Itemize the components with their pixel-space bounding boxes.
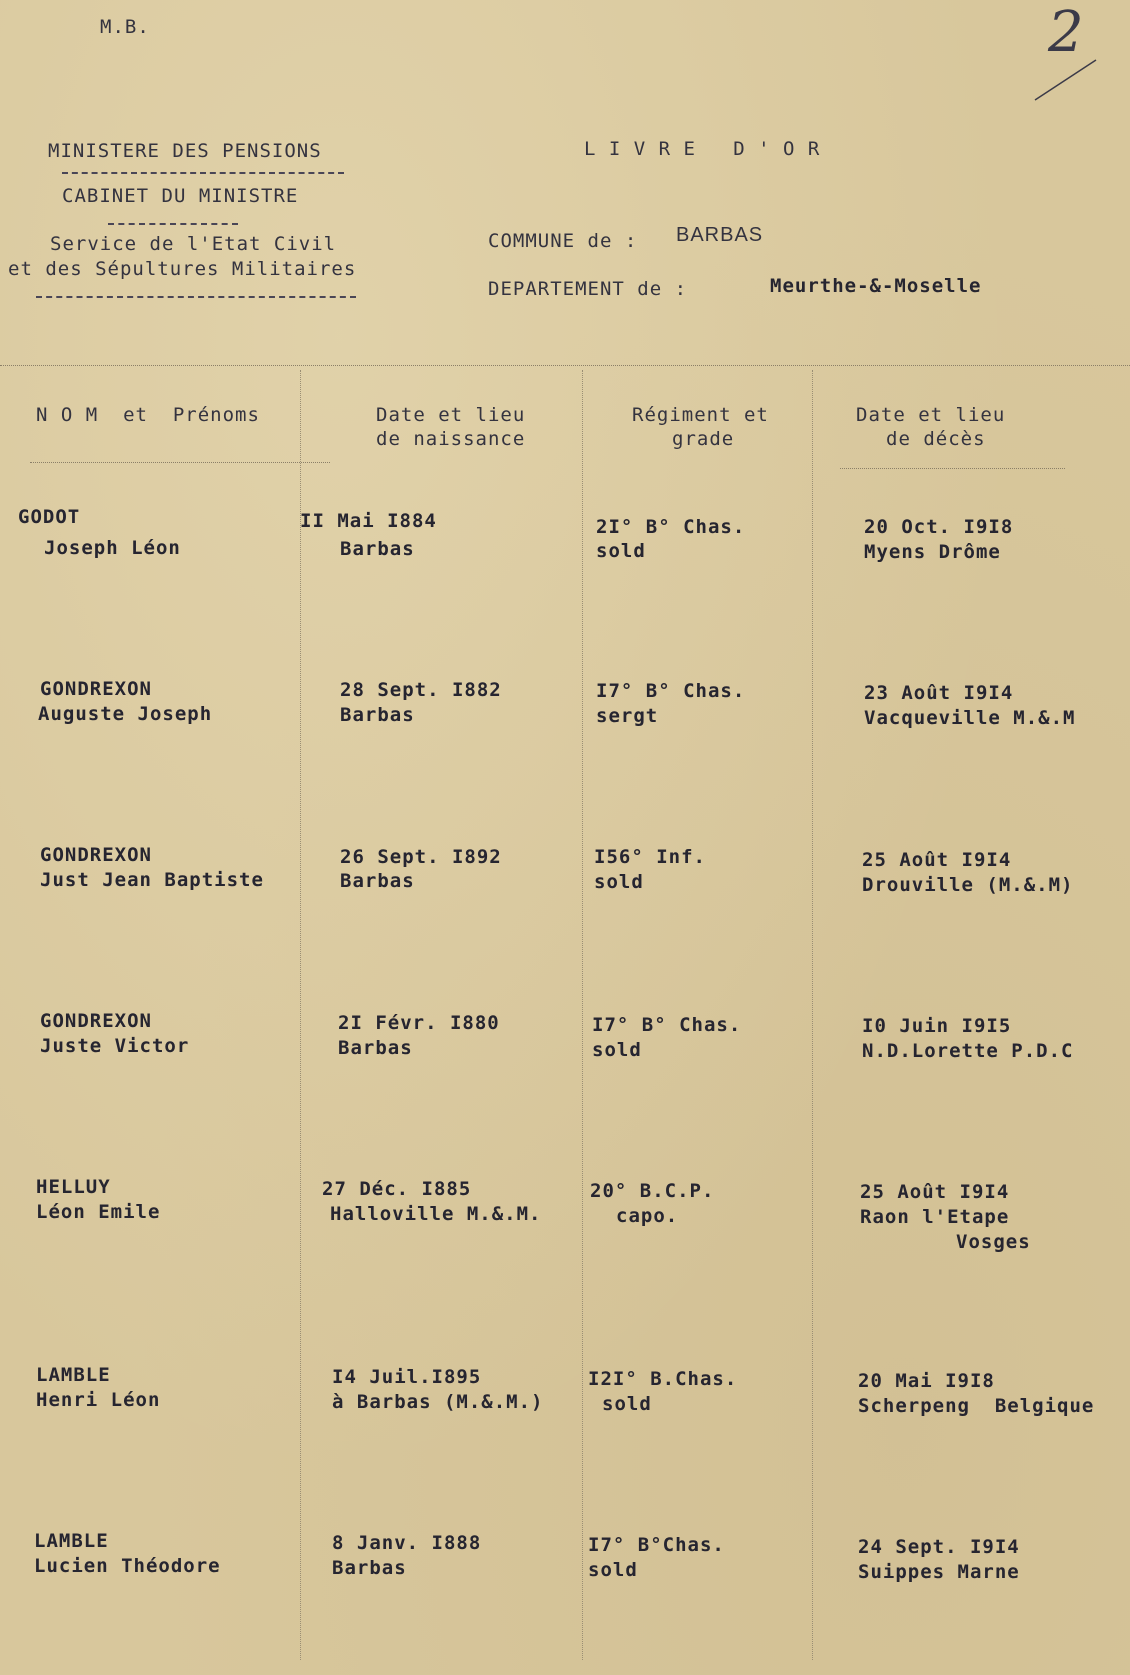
entry-surname: LAMBLE	[36, 1364, 111, 1386]
entry-birth-place: à Barbas (M.&.M.)	[332, 1391, 544, 1413]
column-header-name: N O M et Prénoms	[36, 404, 260, 426]
entry-surname: GONDREXON	[40, 678, 152, 700]
service-line-2: et des Sépultures Militaires	[8, 258, 357, 280]
entry-death-date: 25 Août I9I4	[862, 849, 1012, 871]
entry-death-date: 24 Sept. I9I4	[858, 1536, 1020, 1558]
column-rule-1	[300, 370, 301, 1660]
departement-label: DEPARTEMENT de :	[488, 278, 688, 300]
entry-grade: capo.	[616, 1205, 679, 1227]
entry-regiment: 20° B.C.P.	[590, 1180, 715, 1202]
entry-death-place: Scherpeng Belgique	[858, 1395, 1095, 1417]
entry-regiment: 2I° B° Chas.	[596, 516, 746, 538]
table-top-separator	[0, 365, 1130, 366]
page-number: 2	[1048, 0, 1084, 65]
entry-regiment: I7° B°Chas.	[588, 1534, 725, 1556]
entry-birth-date: 8 Janv. I888	[332, 1532, 482, 1554]
commune-value: BARBAS	[676, 224, 764, 246]
entry-death-date: 20 Oct. I9I8	[864, 516, 1014, 538]
entry-death-place: N.D.Lorette P.D.C	[862, 1040, 1074, 1062]
column-rule-2	[582, 370, 583, 1660]
initials: M.B.	[100, 16, 150, 38]
entry-regiment: I7° B° Chas.	[596, 680, 746, 702]
commune-label: COMMUNE de :	[488, 230, 638, 252]
entry-regiment: I56° Inf.	[594, 846, 706, 868]
entry-given-names: Just Jean Baptiste	[40, 869, 264, 891]
entry-death-date: I0 Juin I9I5	[862, 1015, 1012, 1037]
entry-given-names: Joseph Léon	[44, 537, 181, 559]
entry-death-place: Raon l'Etape	[860, 1206, 1010, 1228]
entry-birth-date: 2I Févr. I880	[338, 1012, 500, 1034]
entry-birth-date: II Mai I884	[300, 510, 437, 532]
entry-birth-date: 28 Sept. I882	[340, 679, 502, 701]
ministry-name: MINISTERE DES PENSIONS	[48, 140, 322, 162]
entry-birth-date: 27 Déc. I885	[322, 1178, 472, 1200]
entry-death-date: 20 Mai I9I8	[858, 1370, 995, 1392]
entry-grade: sold	[602, 1393, 652, 1415]
entry-grade: sold	[588, 1559, 638, 1581]
column-header-regiment-2: grade	[672, 428, 735, 450]
entry-birth-date: I4 Juil.I895	[332, 1366, 482, 1388]
column-rule-3	[812, 370, 813, 1660]
entry-birth-place: Barbas	[332, 1557, 407, 1579]
entry-death-date: 25 Août I9I4	[860, 1181, 1010, 1203]
entry-surname: GONDREXON	[40, 844, 152, 866]
entry-regiment: I2I° B.Chas.	[588, 1368, 738, 1390]
entry-given-names: Henri Léon	[36, 1389, 161, 1411]
page-number-stroke	[1030, 55, 1100, 105]
service-line-1: Service de l'Etat Civil	[50, 233, 337, 255]
entry-birth-place: Barbas	[340, 538, 415, 560]
cabinet-name: CABINET DU MINISTRE	[62, 185, 299, 207]
departement-value: Meurthe-&-Moselle	[770, 275, 982, 297]
header-underline-name	[30, 462, 330, 463]
entry-death-place: Vacqueville M.&.M	[864, 707, 1076, 729]
entry-surname: GODOT	[18, 506, 81, 528]
entry-birth-place: Barbas	[340, 870, 415, 892]
column-header-birth-2: de naissance	[376, 428, 526, 450]
entry-grade: sold	[594, 871, 644, 893]
column-header-death-1: Date et lieu	[856, 404, 1006, 426]
entry-given-names: Juste Victor	[40, 1035, 190, 1057]
column-header-regiment-1: Régiment et	[632, 404, 769, 426]
header-underline-death	[840, 468, 1065, 469]
entry-surname: GONDREXON	[40, 1010, 152, 1032]
entry-grade: sergt	[596, 705, 659, 727]
entry-death-place: Suippes Marne	[858, 1561, 1020, 1583]
entry-surname: LAMBLE	[34, 1530, 109, 1552]
entry-given-names: Auguste Joseph	[38, 703, 213, 725]
entry-regiment: I7° B° Chas.	[592, 1014, 742, 1036]
service-divider	[36, 296, 356, 298]
entry-given-names: Léon Emile	[36, 1201, 161, 1223]
column-header-birth-1: Date et lieu	[376, 404, 526, 426]
entry-grade: sold	[596, 540, 646, 562]
cabinet-divider	[108, 223, 238, 225]
livre-dor-title: L I V R E D ' O R	[584, 138, 821, 160]
entry-birth-place: Barbas	[338, 1037, 413, 1059]
entry-surname: HELLUY	[36, 1176, 111, 1198]
column-header-death-2: de décès	[886, 428, 986, 450]
entry-grade: sold	[592, 1039, 642, 1061]
entry-death-place-region: Vosges	[956, 1231, 1031, 1253]
entry-death-place: Myens Drôme	[864, 541, 1001, 563]
entry-birth-place: Halloville M.&.M.	[330, 1203, 542, 1225]
entry-birth-date: 26 Sept. I892	[340, 846, 502, 868]
entry-birth-place: Barbas	[340, 704, 415, 726]
entry-death-date: 23 Août I9I4	[864, 682, 1014, 704]
entry-given-names: Lucien Théodore	[34, 1555, 221, 1577]
ministry-divider	[62, 172, 344, 174]
entry-death-place: Drouville (M.&.M)	[862, 874, 1074, 896]
